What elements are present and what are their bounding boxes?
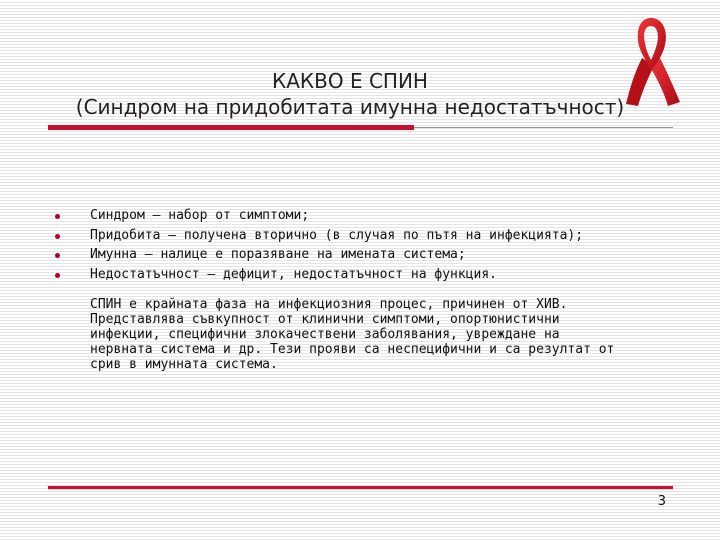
title-divider bbox=[48, 125, 673, 130]
awareness-ribbon-icon bbox=[622, 14, 684, 108]
list-item-text: Придобита – получена вторично (в случая по пътя на инфекцията); bbox=[90, 227, 584, 243]
list-item bbox=[50, 206, 583, 226]
paragraph-line: Представлява съвкупност от клинични симптоми, опортюнистични bbox=[90, 312, 560, 327]
list-item-text: Синдром – набор от симптоми; bbox=[90, 208, 310, 223]
bullet-icon bbox=[55, 234, 60, 239]
footer-divider bbox=[48, 486, 673, 490]
title-divider-line bbox=[414, 127, 673, 128]
list-item-text: Недостатъчност – дефицит, недостатъчност на функция. bbox=[90, 266, 497, 282]
body-paragraph bbox=[90, 297, 665, 372]
list-item-text: Имунна – налице е поразяване на имената система; bbox=[90, 247, 466, 262]
title-line-2: (Синдром на придобитата имунна недостатъчност) bbox=[75, 95, 625, 119]
bullet-icon bbox=[55, 253, 60, 258]
list-item bbox=[50, 226, 583, 246]
paragraph-line: нервната система и др. Тези прояви са неспецифични и са резултат от bbox=[90, 342, 615, 357]
paragraph-line: СПИН е крайната фаза на инфекциозния процес, причинен от ХИВ. bbox=[90, 297, 568, 312]
bullet-icon bbox=[55, 214, 60, 219]
definition-list bbox=[50, 206, 583, 284]
paragraph-line: срив в имунната система. bbox=[90, 357, 278, 372]
bullet-icon bbox=[55, 273, 60, 278]
title-line-1: КАКВО Е СПИН bbox=[272, 69, 428, 93]
paragraph-line: инфекции, специфични злокачествени заболявания, увреждане на bbox=[90, 327, 560, 342]
list-item bbox=[50, 265, 583, 285]
page-number: 3 bbox=[657, 494, 666, 509]
list-item bbox=[50, 245, 583, 265]
title-divider-accent bbox=[48, 125, 414, 130]
slide-title bbox=[60, 68, 640, 120]
